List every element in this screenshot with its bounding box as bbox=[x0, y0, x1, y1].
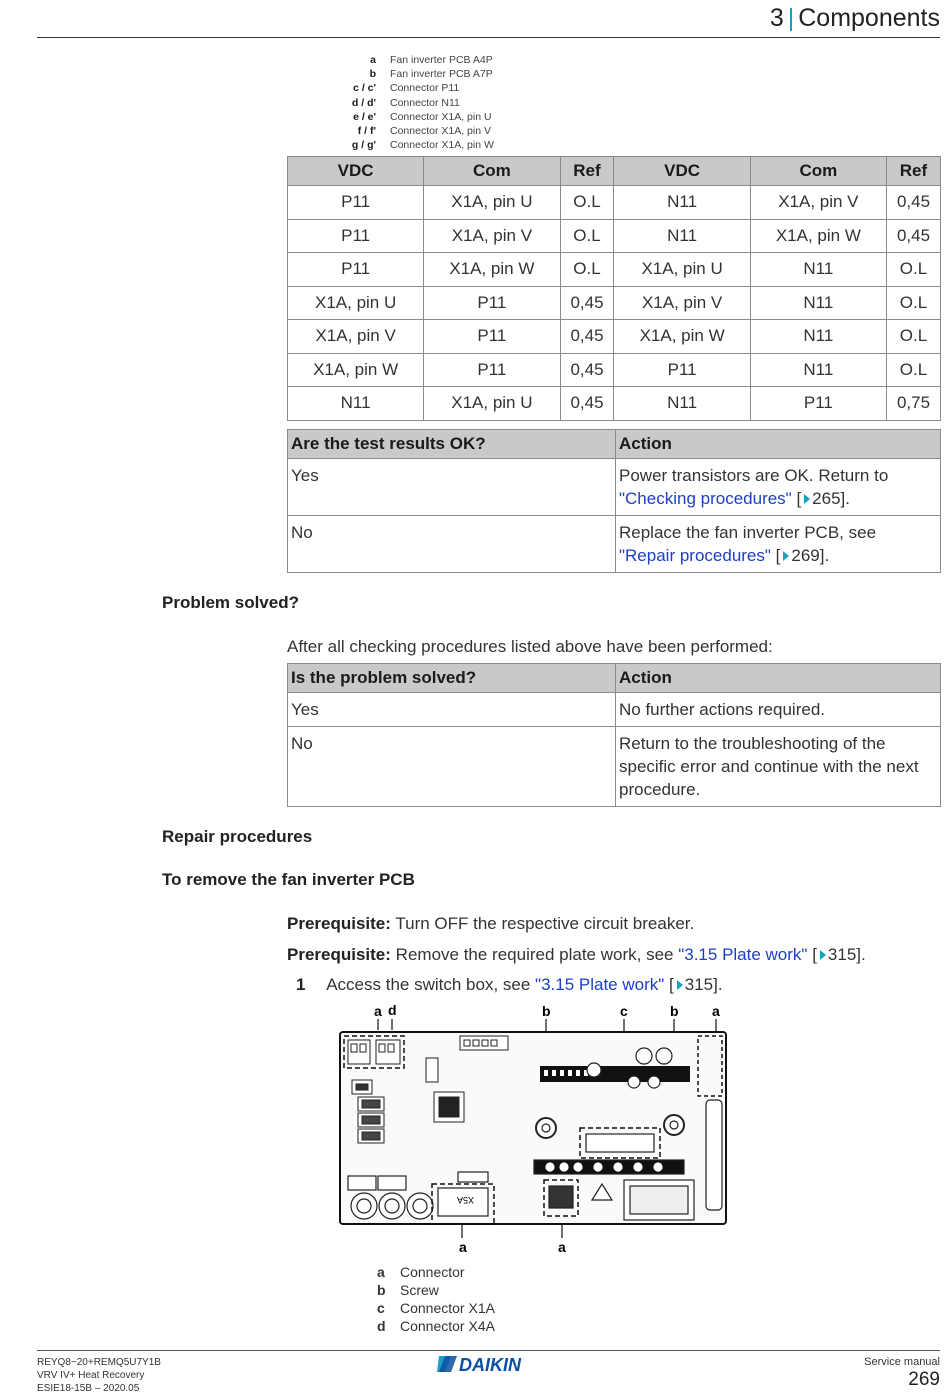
action-text: Power transistors are OK. Return to bbox=[619, 466, 889, 485]
answer-cell: Yes bbox=[288, 459, 616, 516]
table-cell: X1A, pin U bbox=[424, 387, 560, 421]
remove-pcb-heading: To remove the fan inverter PCB bbox=[162, 870, 415, 889]
prerequisite-text: Turn OFF the respective circuit breaker. bbox=[395, 914, 695, 933]
legend-item bbox=[300, 67, 494, 81]
action-cell: Power transistors are OK. Return to "Checking procedures" [ 265]. bbox=[616, 459, 941, 516]
callout-a: a bbox=[712, 1003, 720, 1019]
table-cell: X1A, pin V bbox=[288, 320, 424, 354]
table-cell: N11 bbox=[614, 387, 750, 421]
page-ref: 265]. bbox=[812, 489, 850, 508]
table-row bbox=[288, 353, 941, 387]
table-cell: P11 bbox=[750, 387, 886, 421]
table-cell: O.L bbox=[560, 186, 614, 220]
table-cell: P11 bbox=[424, 286, 560, 320]
table-header-row bbox=[288, 664, 941, 693]
column-header: Action bbox=[616, 664, 941, 693]
column-header: Ref bbox=[560, 157, 614, 186]
legend-text: Connector bbox=[400, 1264, 465, 1280]
legend-key: e / e' bbox=[353, 110, 376, 123]
table-cell: N11 bbox=[288, 387, 424, 421]
table-cell: N11 bbox=[614, 186, 750, 220]
repair-procedures-link[interactable]: "Repair procedures" bbox=[619, 546, 771, 565]
page-ref-icon bbox=[804, 494, 810, 504]
table-cell: 0,45 bbox=[560, 320, 614, 354]
prerequisite-1 bbox=[287, 914, 694, 934]
callout-d: d bbox=[388, 1002, 397, 1018]
plate-work-link[interactable]: "3.15 Plate work" bbox=[678, 945, 808, 964]
page-number: 269 bbox=[908, 1369, 940, 1390]
table-cell: X1A, pin W bbox=[614, 320, 750, 354]
table-row bbox=[288, 727, 941, 807]
legend-item bbox=[300, 124, 494, 138]
table-row bbox=[288, 253, 941, 287]
column-header: Are the test results OK? bbox=[288, 430, 616, 459]
table-cell: O.L bbox=[886, 286, 940, 320]
test-results-table bbox=[287, 429, 941, 573]
prerequisite-label: Prerequisite: bbox=[287, 945, 391, 964]
table-cell: N11 bbox=[750, 253, 886, 287]
figure-legend bbox=[377, 1263, 495, 1335]
table-cell: N11 bbox=[614, 219, 750, 253]
legend-text: Screw bbox=[400, 1282, 439, 1298]
legend-text: Connector X1A, pin V bbox=[390, 125, 491, 138]
table-cell: X1A, pin W bbox=[750, 219, 886, 253]
action-text: Replace the fan inverter PCB, see bbox=[619, 523, 877, 542]
table-row bbox=[288, 516, 941, 573]
chapter-title: Components bbox=[798, 4, 940, 32]
prerequisite-2: Prerequisite: Remove the required plate work, see "3.15 Plate work" [ 315]. bbox=[287, 945, 866, 964]
legend-item bbox=[300, 53, 494, 67]
document-id: ESIE18-15B – 2020.05 bbox=[37, 1383, 140, 1394]
table-cell: N11 bbox=[750, 286, 886, 320]
table-cell: P11 bbox=[288, 186, 424, 220]
table-cell: X1A, pin W bbox=[288, 353, 424, 387]
table-cell: P11 bbox=[288, 253, 424, 287]
table-cell: 0,45 bbox=[560, 353, 614, 387]
footer-info bbox=[37, 1356, 161, 1395]
legend-item bbox=[377, 1281, 495, 1299]
fan-inverter-pcb-figure bbox=[334, 1000, 734, 1260]
table-row bbox=[288, 320, 941, 354]
answer-cell: No bbox=[288, 516, 616, 573]
table-header-row bbox=[288, 430, 941, 459]
callout-b: b bbox=[670, 1003, 679, 1019]
table-cell: P11 bbox=[424, 320, 560, 354]
header-rule bbox=[37, 37, 940, 38]
callout-c: c bbox=[620, 1003, 628, 1019]
chapter-header bbox=[770, 4, 940, 33]
chapter-number: 3 bbox=[769, 4, 784, 32]
callout-a: a bbox=[374, 1003, 382, 1019]
header-separator: | bbox=[787, 4, 795, 32]
footer-rule bbox=[37, 1350, 940, 1351]
table-cell: X1A, pin V bbox=[750, 186, 886, 220]
action-cell: No further actions required. bbox=[616, 693, 941, 727]
table-cell: P11 bbox=[614, 353, 750, 387]
checking-procedures-link[interactable]: "Checking procedures" bbox=[619, 489, 792, 508]
table-cell: O.L bbox=[886, 353, 940, 387]
problem-solved-heading: Problem solved? bbox=[162, 593, 299, 612]
table-cell: 0,45 bbox=[886, 186, 940, 220]
callout-a: a bbox=[459, 1239, 467, 1255]
table-cell: 0,75 bbox=[886, 387, 940, 421]
legend-key: c / c' bbox=[353, 82, 376, 95]
vdc-measurement-table bbox=[287, 156, 941, 421]
vdc-table-body bbox=[288, 186, 941, 421]
answer-cell: Yes bbox=[288, 693, 616, 727]
legend-text: Fan inverter PCB A7P bbox=[390, 68, 493, 81]
logo-text: DAIKIN bbox=[459, 1355, 521, 1374]
table-row bbox=[288, 186, 941, 220]
table-cell: X1A, pin U bbox=[614, 253, 750, 287]
table-cell: 0,45 bbox=[886, 219, 940, 253]
page-ref-icon bbox=[820, 950, 826, 960]
column-header: VDC bbox=[288, 157, 424, 186]
table-cell: X1A, pin W bbox=[424, 253, 560, 287]
callout-a: a bbox=[558, 1239, 566, 1255]
page-ref-icon bbox=[677, 980, 683, 990]
legend-key: a bbox=[370, 54, 376, 66]
legend-item bbox=[300, 138, 494, 152]
table-cell: N11 bbox=[750, 320, 886, 354]
column-header: Com bbox=[750, 157, 886, 186]
repair-procedures-heading: Repair procedures bbox=[162, 827, 313, 846]
step-1: 1 Access the switch box, see "3.15 Plate work" [ 315]. bbox=[296, 975, 723, 994]
daikin-logo bbox=[437, 1354, 541, 1374]
page-ref: 315]. bbox=[827, 945, 866, 964]
page-ref-icon bbox=[783, 551, 789, 561]
table-cell: P11 bbox=[288, 219, 424, 253]
table-cell: X1A, pin V bbox=[614, 286, 750, 320]
callout-b: b bbox=[542, 1003, 551, 1019]
column-header: Is the problem solved? bbox=[288, 664, 616, 693]
legend-item bbox=[300, 110, 494, 124]
column-header: Action bbox=[616, 430, 941, 459]
legend-item bbox=[300, 96, 494, 110]
column-header: Ref bbox=[886, 157, 940, 186]
legend-key: d bbox=[377, 1318, 386, 1334]
document-type: Service manual bbox=[864, 1356, 940, 1368]
prerequisite-text: Remove the required plate work, see bbox=[395, 945, 674, 964]
answer-cell: No bbox=[288, 727, 616, 807]
legend-item bbox=[300, 81, 494, 95]
column-header: Com bbox=[424, 157, 560, 186]
legend-key: b bbox=[369, 68, 376, 81]
table-header-row bbox=[288, 157, 941, 186]
table-row bbox=[288, 387, 941, 421]
table-cell: X1A, pin U bbox=[424, 186, 560, 220]
page-ref: 269]. bbox=[791, 546, 830, 565]
model-number: REYQ8~20+REMQ5U7Y1B bbox=[37, 1357, 161, 1368]
table-cell: N11 bbox=[750, 353, 886, 387]
problem-solved-intro: After all checking procedures listed above have been performed: bbox=[287, 637, 773, 656]
table-row bbox=[288, 219, 941, 253]
table-cell: 0,45 bbox=[560, 387, 614, 421]
legend-key: b bbox=[377, 1282, 386, 1298]
table-cell: O.L bbox=[560, 219, 614, 253]
action-cell: Replace the fan inverter PCB, see "Repair procedures" [ 269]. bbox=[616, 516, 941, 573]
table-cell: O.L bbox=[886, 253, 940, 287]
table-cell: 0,45 bbox=[560, 286, 614, 320]
legend-item bbox=[377, 1317, 495, 1335]
x5a-label: X5A bbox=[456, 1195, 474, 1205]
step-number: 1 bbox=[296, 975, 306, 994]
product-name: VRV IV+ Heat Recovery bbox=[37, 1370, 145, 1381]
table-row bbox=[288, 693, 941, 727]
legend-text: Connector N11 bbox=[390, 96, 460, 109]
step-text: Access the switch box, see bbox=[326, 975, 531, 994]
prerequisite-label: Prerequisite: bbox=[287, 914, 391, 933]
top-legend bbox=[300, 53, 494, 152]
table-cell: X1A, pin V bbox=[424, 219, 560, 253]
table-row bbox=[288, 459, 941, 516]
legend-key: g / g' bbox=[351, 139, 376, 152]
table-cell: O.L bbox=[560, 253, 614, 287]
legend-key: d / d' bbox=[351, 96, 376, 109]
legend-text: Fan inverter PCB A4P bbox=[390, 54, 493, 66]
legend-key: c bbox=[377, 1300, 385, 1316]
legend-text: Connector P11 bbox=[390, 82, 460, 95]
table-cell: P11 bbox=[424, 353, 560, 387]
legend-text: Connector X1A, pin U bbox=[390, 110, 492, 123]
legend-text: Connector X4A bbox=[400, 1318, 495, 1334]
legend-text: Connector X1A bbox=[400, 1300, 495, 1316]
legend-key: f / f' bbox=[357, 125, 376, 138]
legend-text: Connector X1A, pin W bbox=[390, 139, 494, 152]
table-cell: O.L bbox=[886, 320, 940, 354]
plate-work-link[interactable]: "3.15 Plate work" bbox=[535, 975, 665, 994]
legend-item bbox=[377, 1263, 495, 1281]
table-cell: X1A, pin U bbox=[288, 286, 424, 320]
column-header: VDC bbox=[614, 157, 750, 186]
action-cell: Return to the troubleshooting of the specific error and continue with the next procedure. bbox=[616, 727, 941, 807]
table-row bbox=[288, 286, 941, 320]
problem-solved-table bbox=[287, 663, 941, 807]
legend-key: a bbox=[377, 1264, 385, 1280]
legend-item bbox=[377, 1299, 495, 1317]
page-ref: 315]. bbox=[684, 975, 723, 994]
